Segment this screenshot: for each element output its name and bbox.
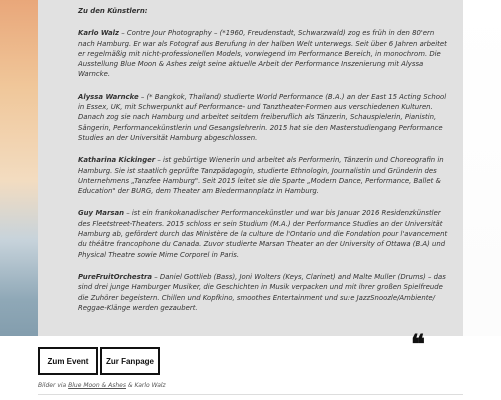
event-button[interactable]: Zum Event	[38, 347, 98, 375]
divider	[38, 394, 463, 395]
artist-name: Guy Marsan	[78, 209, 125, 218]
artist-text: – (* Bangkok, Thailand) studierte World Performance (B.A.) an der East 15 Acting School in Essex, UK, mit Schwerpunkt auf Performance- und Tanztheater-Formen aus verschiedenen Kulturen. Danach zog sie nach Hamburg und arbeitet seitdem freiberuflich als Tänzerin, Schauspielerin, Pianistin, Sängerin, Performancekünstlerin und Gesangslehrerin. 2015 hat sie den Masterstudiengang Performance Studies an der Universität Hamburg abgeschlossen.	[78, 92, 447, 142]
artist-name: Karlo Walz	[78, 29, 120, 38]
artist-name: PureFruitOrchestra	[78, 272, 153, 281]
artist-name: Alyssa Warncke	[78, 92, 139, 101]
fanpage-button[interactable]: Zur Fanpage	[100, 347, 160, 375]
credits-prefix: Bilder via	[38, 382, 69, 389]
credits-link[interactable]: Blue Moon & Ashes	[68, 382, 126, 389]
artist-text: – ist ein frankokanadischer Performancekünstler und war bis Januar 2016 Residenzkünstler des Fleetstreet-Theaters. 2015 schloss er sein Studium (M.A.) der Performance Studies an der Universität Hamburg ab, gefördert durch das Ministère de la culture de l'Ontario und die Fondation pour l'avancement du théâtre francophone du Canada. Zuvor studierte Marsan Theater an der University of Ottawa (B.A) und Physical Theatre sowie Mime Corporel in Paris.	[78, 209, 448, 259]
artist-paragraph-karlo	[78, 28, 451, 79]
artist-name: Katharina Kickinger	[78, 156, 156, 165]
artist-paragraph-guy	[78, 208, 451, 259]
artist-paragraph-alyssa	[78, 92, 451, 143]
artist-text: – ist gebürtige Wienerin und arbeitet als Performerin, Tänzerin und Choreografin in Hamburg. Sie ist staatlich geprüfte Tanzpädagogin, studierte Ethnologin, Journalistin und Gründerin des Unternehmens „Tanzfee Hamburg". Seit 2015 leitet sie die Sparte „Modern Dance, Performance, Ballet & Education" der BURG, dem Theater am Biedermannplatz in Hamburg.	[78, 156, 444, 196]
artist-text: – Daniel Gottlieb (Bass), Joni Wolters (Keys, Clarinet) and Malte Muller (Drums) – das sind drei junge Hamburger Musiker, die Geschichten in Musik verpacken und mit ihrer großen Spielfreude die Zuhörer begeistern. Chillen und Kopfkino, smoothes Entertainment und su:e JazzSnoozle/Ambiente/ Reggae-Klänge werden gezaubert.	[78, 272, 446, 312]
quote-icon[interactable]: ❝	[411, 330, 425, 360]
credits-suffix: & Karlo Walz	[126, 382, 166, 389]
artist-paragraph-katharina	[78, 155, 451, 196]
artists-heading: Zu den Künstlern:	[78, 7, 148, 15]
image-credits	[38, 382, 166, 389]
artist-paragraph-purefruit	[78, 272, 451, 313]
article-body	[38, 0, 463, 336]
artist-text: – Contre Jour Photography – (*1960, Freudenstadt, Schwarzwald) zog es früh in den 80'ern nach Hamburg. Er war als Fotograf aus Berufung in der halben Welt unterwegs. Seit über 6 Jahren arbeitet er regelmäßig mit nicht-professionellen Models, vorwiegend im Performance Bereich, in monochrom. Die Ausstellung Blue Moon & Ashes zeigt seine aktuelle Arbeit der Performance Inszenierung mit Alyssa Warncke.	[78, 29, 447, 79]
